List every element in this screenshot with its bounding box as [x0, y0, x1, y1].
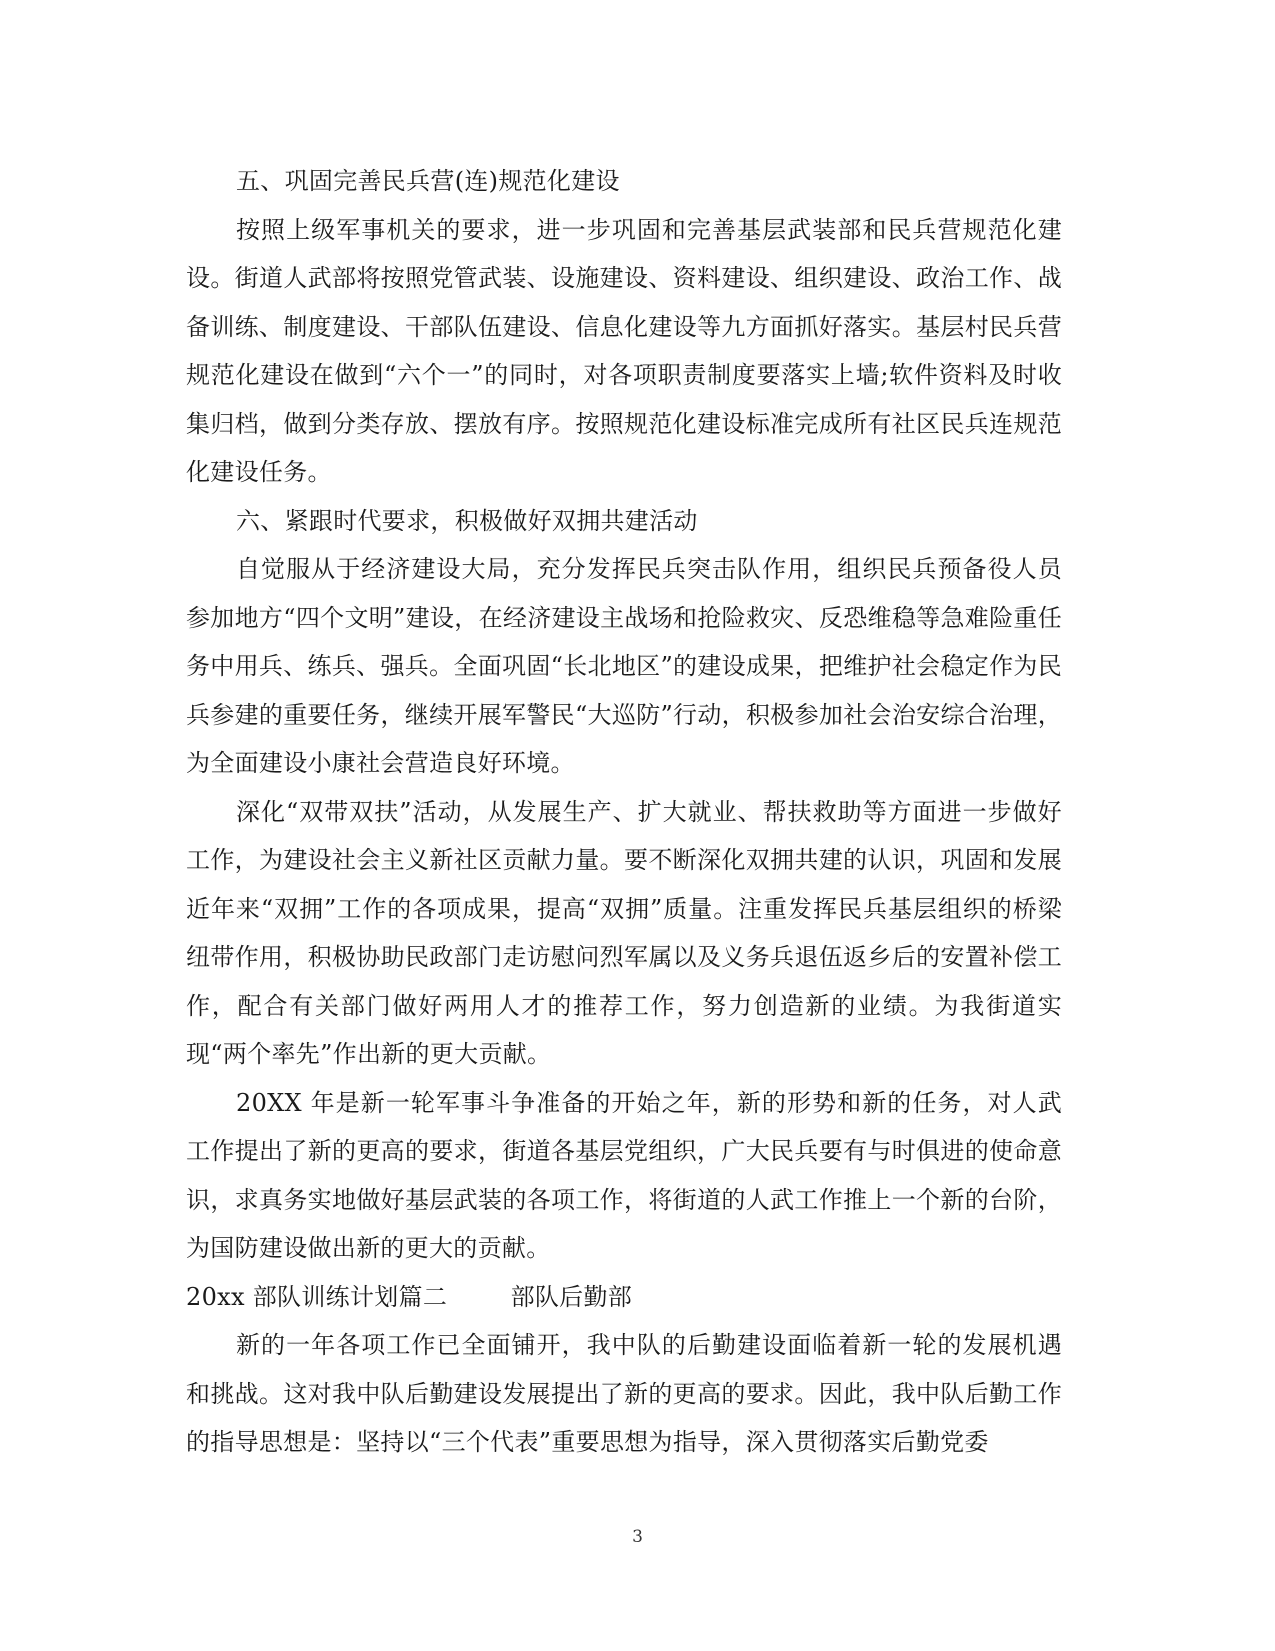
page-number: 3 — [632, 1527, 643, 1547]
paragraph-conclusion: 20XX 年是新一轮军事斗争准备的开始之年，新的形势和新的任务，对人武工作提出了新的更高的要求，街道各基层党组织，广大民兵要有与时俱进的使命意识，求真务实地做好基层武装的各项工作，将街道的人武工作推上一个新的台阶，为国防建设做出新的更大的贡献。 — [186, 1088, 1062, 1262]
paragraph-militia-standardization: 按照上级军事机关的要求，进一步巩固和完善基层武装部和民兵营规范化建设。街道人武部将按照党管武装、设施建设、资料建设、组织建设、政治工作、战备训练、制度建设、干部队伍建设、信息化建设等九方面抓好落实。基层村民兵营规范化建设在做到“六个一”的同时，对各项职责制度要落实上墙;软件资料及时收集归档，做到分类存放、摆放有序。按照规范化建设标准完成所有社区民兵连规范化建设任务。 — [186, 215, 1062, 486]
paragraph-double-support: 深化“双带双扶”活动，从发展生产、扩大就业、帮扶救助等方面进一步做好工作，为建设社会主义新社区贡献力量。要不断深化双拥共建的认识，巩固和发展近年来“双拥”工作的各项成果，提高“双拥”质量。注重发挥民兵基层组织的桥梁纽带作用，积极协助民政部门走访慰问烈军属以及义务兵退伍返乡后的安置补偿工作，配合有关部门做好两用人才的推荐工作，努力创造新的业绩。为我街道实现“两个率先”作出新的更大贡献。 — [186, 797, 1062, 1068]
heading-section-5: 五、巩固完善民兵营(连)规范化建设 — [236, 167, 620, 195]
heading-section-6: 六、紧跟时代要求，积极做好双拥共建活动 — [236, 506, 698, 535]
paragraph-economic-construction: 自觉服从于经济建设大局，充分发挥民兵突击队作用，组织民兵预备役人员参加地方“四个文明”建设，在经济建设主战场和抢险救灾、反恐维稳等急难险重任务中用兵、练兵、强兵。全面巩固“长北地区”的建设成果，把维护社会稳定作为民兵参建的重要任务，继续开展军警民“大巡防”行动，积极参加社会治安综合治理，为全面建设小康社会营造良好环境。 — [186, 555, 1062, 777]
section-title-part-two: 20xx 部队训练计划篇二 部队后勤部 — [186, 1282, 633, 1311]
document-body — [186, 157, 1062, 1467]
paragraph-logistics-intro: 新的一年各项工作已全面铺开，我中队的后勤建设面临着新一轮的发展机遇和挑战。这对我中队后勤建设发展提出了新的更高的要求。因此，我中队后勤工作的指导思想是：坚持以“三个代表”重要思想为指导，深入贯彻落实后勤党委 — [186, 1331, 1062, 1456]
